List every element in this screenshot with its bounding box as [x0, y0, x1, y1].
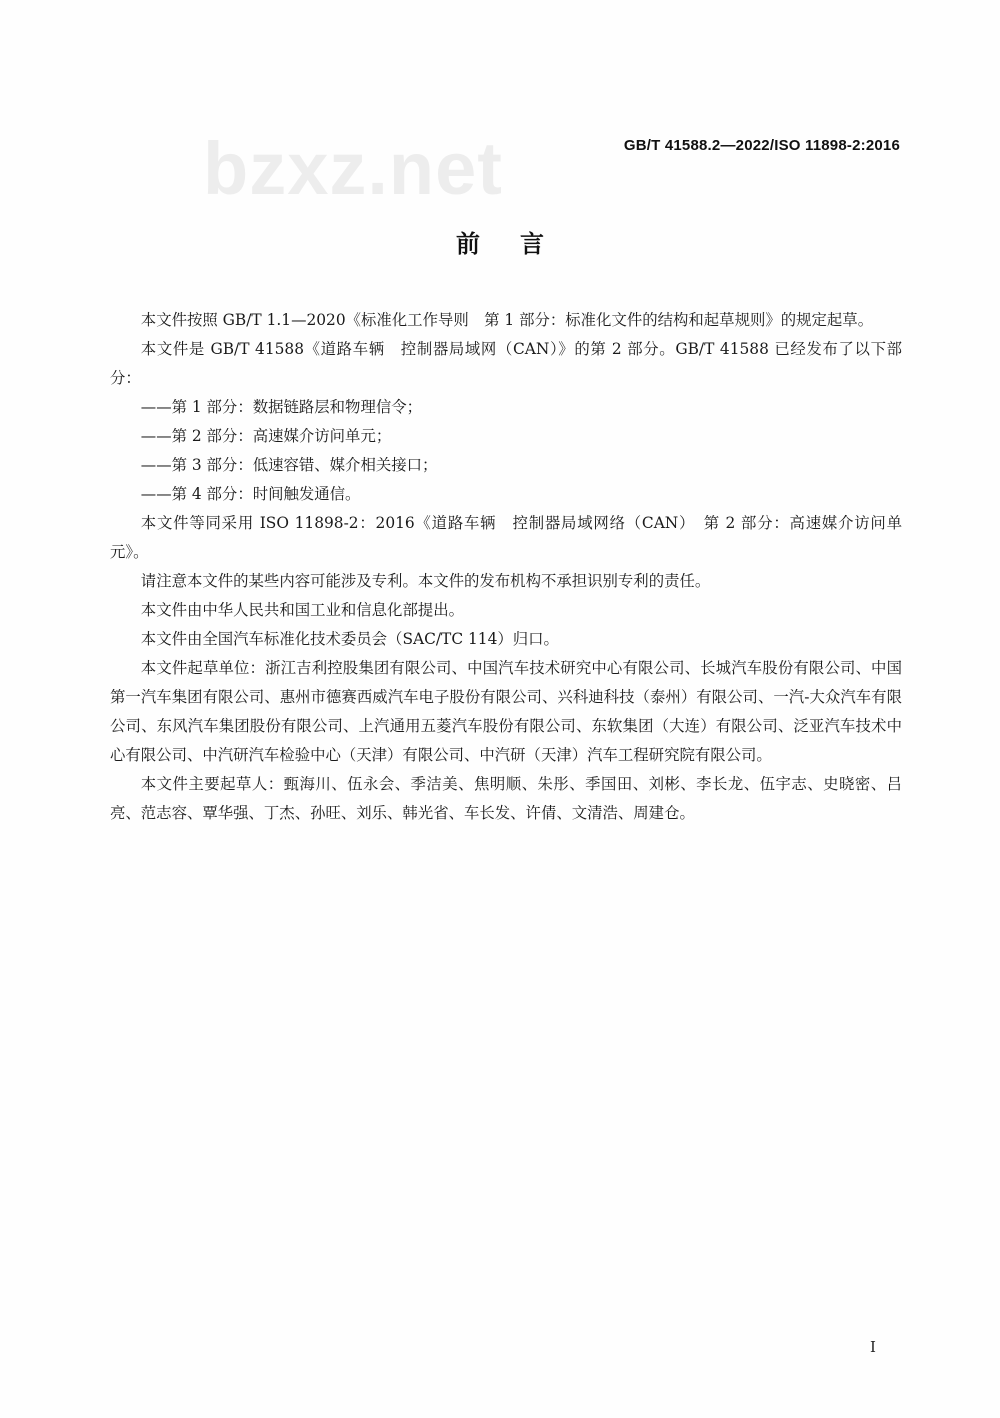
paragraph: 本文件按照 GB/T 1.1—2020《标准化工作导则 第 1 部分：标准化文件的结构和起草规则》的规定起草。 — [140, 311, 874, 329]
list-item: ——第 3 部分：低速容错、媒介相关接口； — [140, 456, 438, 474]
document-body — [110, 306, 902, 828]
list-item: ——第 1 部分：数据链路层和物理信令； — [140, 398, 423, 416]
paragraph: 本文件主要起草人：甄海川、伍永会、季洁美、焦明顺、朱彤、季国田、刘彬、李长龙、伍宇志、史晓密、吕亮、范志容、覃华强、丁杰、孙旺、刘乐、韩光省、车长发、许倩、文清浩、周建仓。 — [110, 775, 902, 822]
document-id: GB/T 41588.2—2022/ISO 11898-2:2016 — [623, 137, 900, 154]
page-title: 前言 — [456, 230, 584, 258]
paragraph: 本文件由全国汽车标准化技术委员会（SAC/TC 114）归口。 — [140, 630, 559, 648]
list-item: ——第 2 部分：高速媒介访问单元； — [140, 427, 392, 445]
paragraph: 本文件等同采用 ISO 11898-2：2016《道路车辆 控制器局域网络（CAN） 第 2 部分：高速媒介访问单元》。 — [110, 514, 902, 561]
paragraph: 本文件是 GB/T 41588《道路车辆 控制器局域网（CAN）》的第 2 部分。GB/T 41588 已经发布了以下部分： — [110, 340, 902, 387]
paragraph: 本文件由中华人民共和国工业和信息化部提出。 — [140, 601, 465, 619]
paragraph: 本文件起草单位：浙江吉利控股集团有限公司、中国汽车技术研究中心有限公司、长城汽车股份有限公司、中国第一汽车集团有限公司、惠州市德赛西威汽车电子股份有限公司、兴科迪科技（泰州）有限公司、一汽-大众汽车有限公司、东风汽车集团股份有限公司、上汽通用五菱汽车股份有限公司、东软集团（大连）有限公司、泛亚汽车技术中心有限公司、中汽研汽车检验中心（天津）有限公司、中汽研（天津）汽车工程研究院有限公司。 — [110, 659, 902, 764]
paragraph: 请注意本文件的某些内容可能涉及专利。本文件的发布机构不承担识别专利的责任。 — [140, 572, 711, 590]
page-number: I — [870, 1338, 876, 1356]
list-item: ——第 4 部分：时间触发通信。 — [140, 485, 361, 503]
watermark: bzxz.net — [203, 127, 503, 210]
